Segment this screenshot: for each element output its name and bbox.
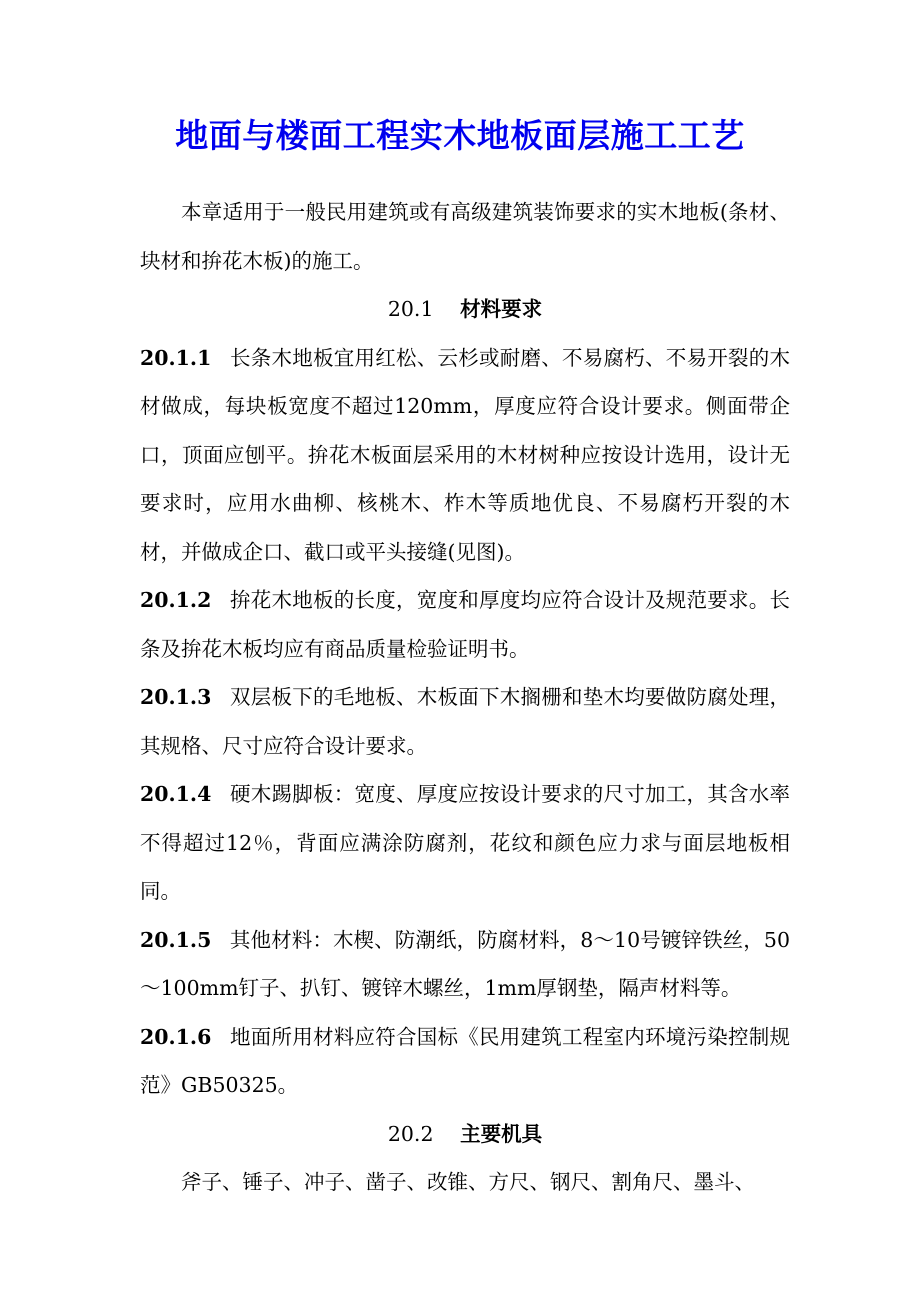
item-text: 拚花木地板的长度，宽度和厚度均应符合设计及规范要求。长条及拚花木板均应有商品质量检验证明书。	[140, 588, 790, 661]
item-number: 20.1.1	[140, 345, 212, 370]
document-title: 地面与楼面工程实木地板面层施工工艺	[175, 116, 745, 155]
item-text: 双层板下的毛地板、木板面下木搁栅和垫木均要做防腐处理，其规格、尺寸应符合设计要求。	[140, 685, 790, 758]
list-item	[140, 1013, 790, 1110]
intro-paragraph: 本章适用于一般民用建筑或有高级建筑装饰要求的实木地板(条材、块材和拚花木板)的施工。	[140, 200, 790, 273]
item-text: 地面所用材料应符合国标《民用建筑工程室内环境污染控制规范》GB50325。	[140, 1024, 790, 1097]
section-number: 20.1	[387, 297, 434, 321]
list-item	[140, 334, 790, 577]
section-title: 材料要求	[460, 297, 543, 321]
document-body	[140, 188, 790, 1207]
item-number: 20.1.3	[140, 685, 212, 709]
list-item	[140, 916, 790, 1013]
section-title: 主要机具	[460, 1121, 543, 1146]
list-item	[140, 770, 790, 916]
item-text: 长条木地板宜用红松、云杉或耐磨、不易腐朽、不易开裂的木材做成，每块板宽度不超过120mm，厚度应符合设计要求。侧面带企口，顶面应刨平。拚花木板面层采用的木材树种应按设计选用，设计无要求时，应用水曲柳、核桃木、柞木等质地优良、不易腐朽开裂的木材，并做成企口、截口或平头接缝(见图)。	[140, 345, 790, 564]
list-item	[140, 576, 790, 673]
item-number: 20.1.2	[140, 588, 212, 612]
item-number: 20.1.5	[140, 927, 212, 952]
section-heading-tools	[140, 1110, 790, 1159]
item-number: 20.1.6	[140, 1024, 212, 1049]
section-heading-materials	[140, 285, 790, 334]
list-item	[140, 673, 790, 770]
item-text: 硬木踢脚板：宽度、厚度应按设计要求的尺寸加工，其含水率不得超过12％，背面应满涂防腐剂，花纹和颜色应力求与面层地板相同。	[140, 782, 790, 903]
item-number: 20.1.4	[140, 782, 212, 806]
section-number: 20.2	[387, 1121, 434, 1146]
item-text: 其他材料：木楔、防潮纸，防腐材料，8～10号镀锌铁丝，50～100mm钉子、扒钉、镀锌木螺丝，1mm厚钢垫，隔声材料等。	[140, 927, 790, 1000]
tools-paragraph: 斧子、锤子、冲子、凿子、改锥、方尺、钢尺、割角尺、墨斗、	[181, 1170, 755, 1194]
